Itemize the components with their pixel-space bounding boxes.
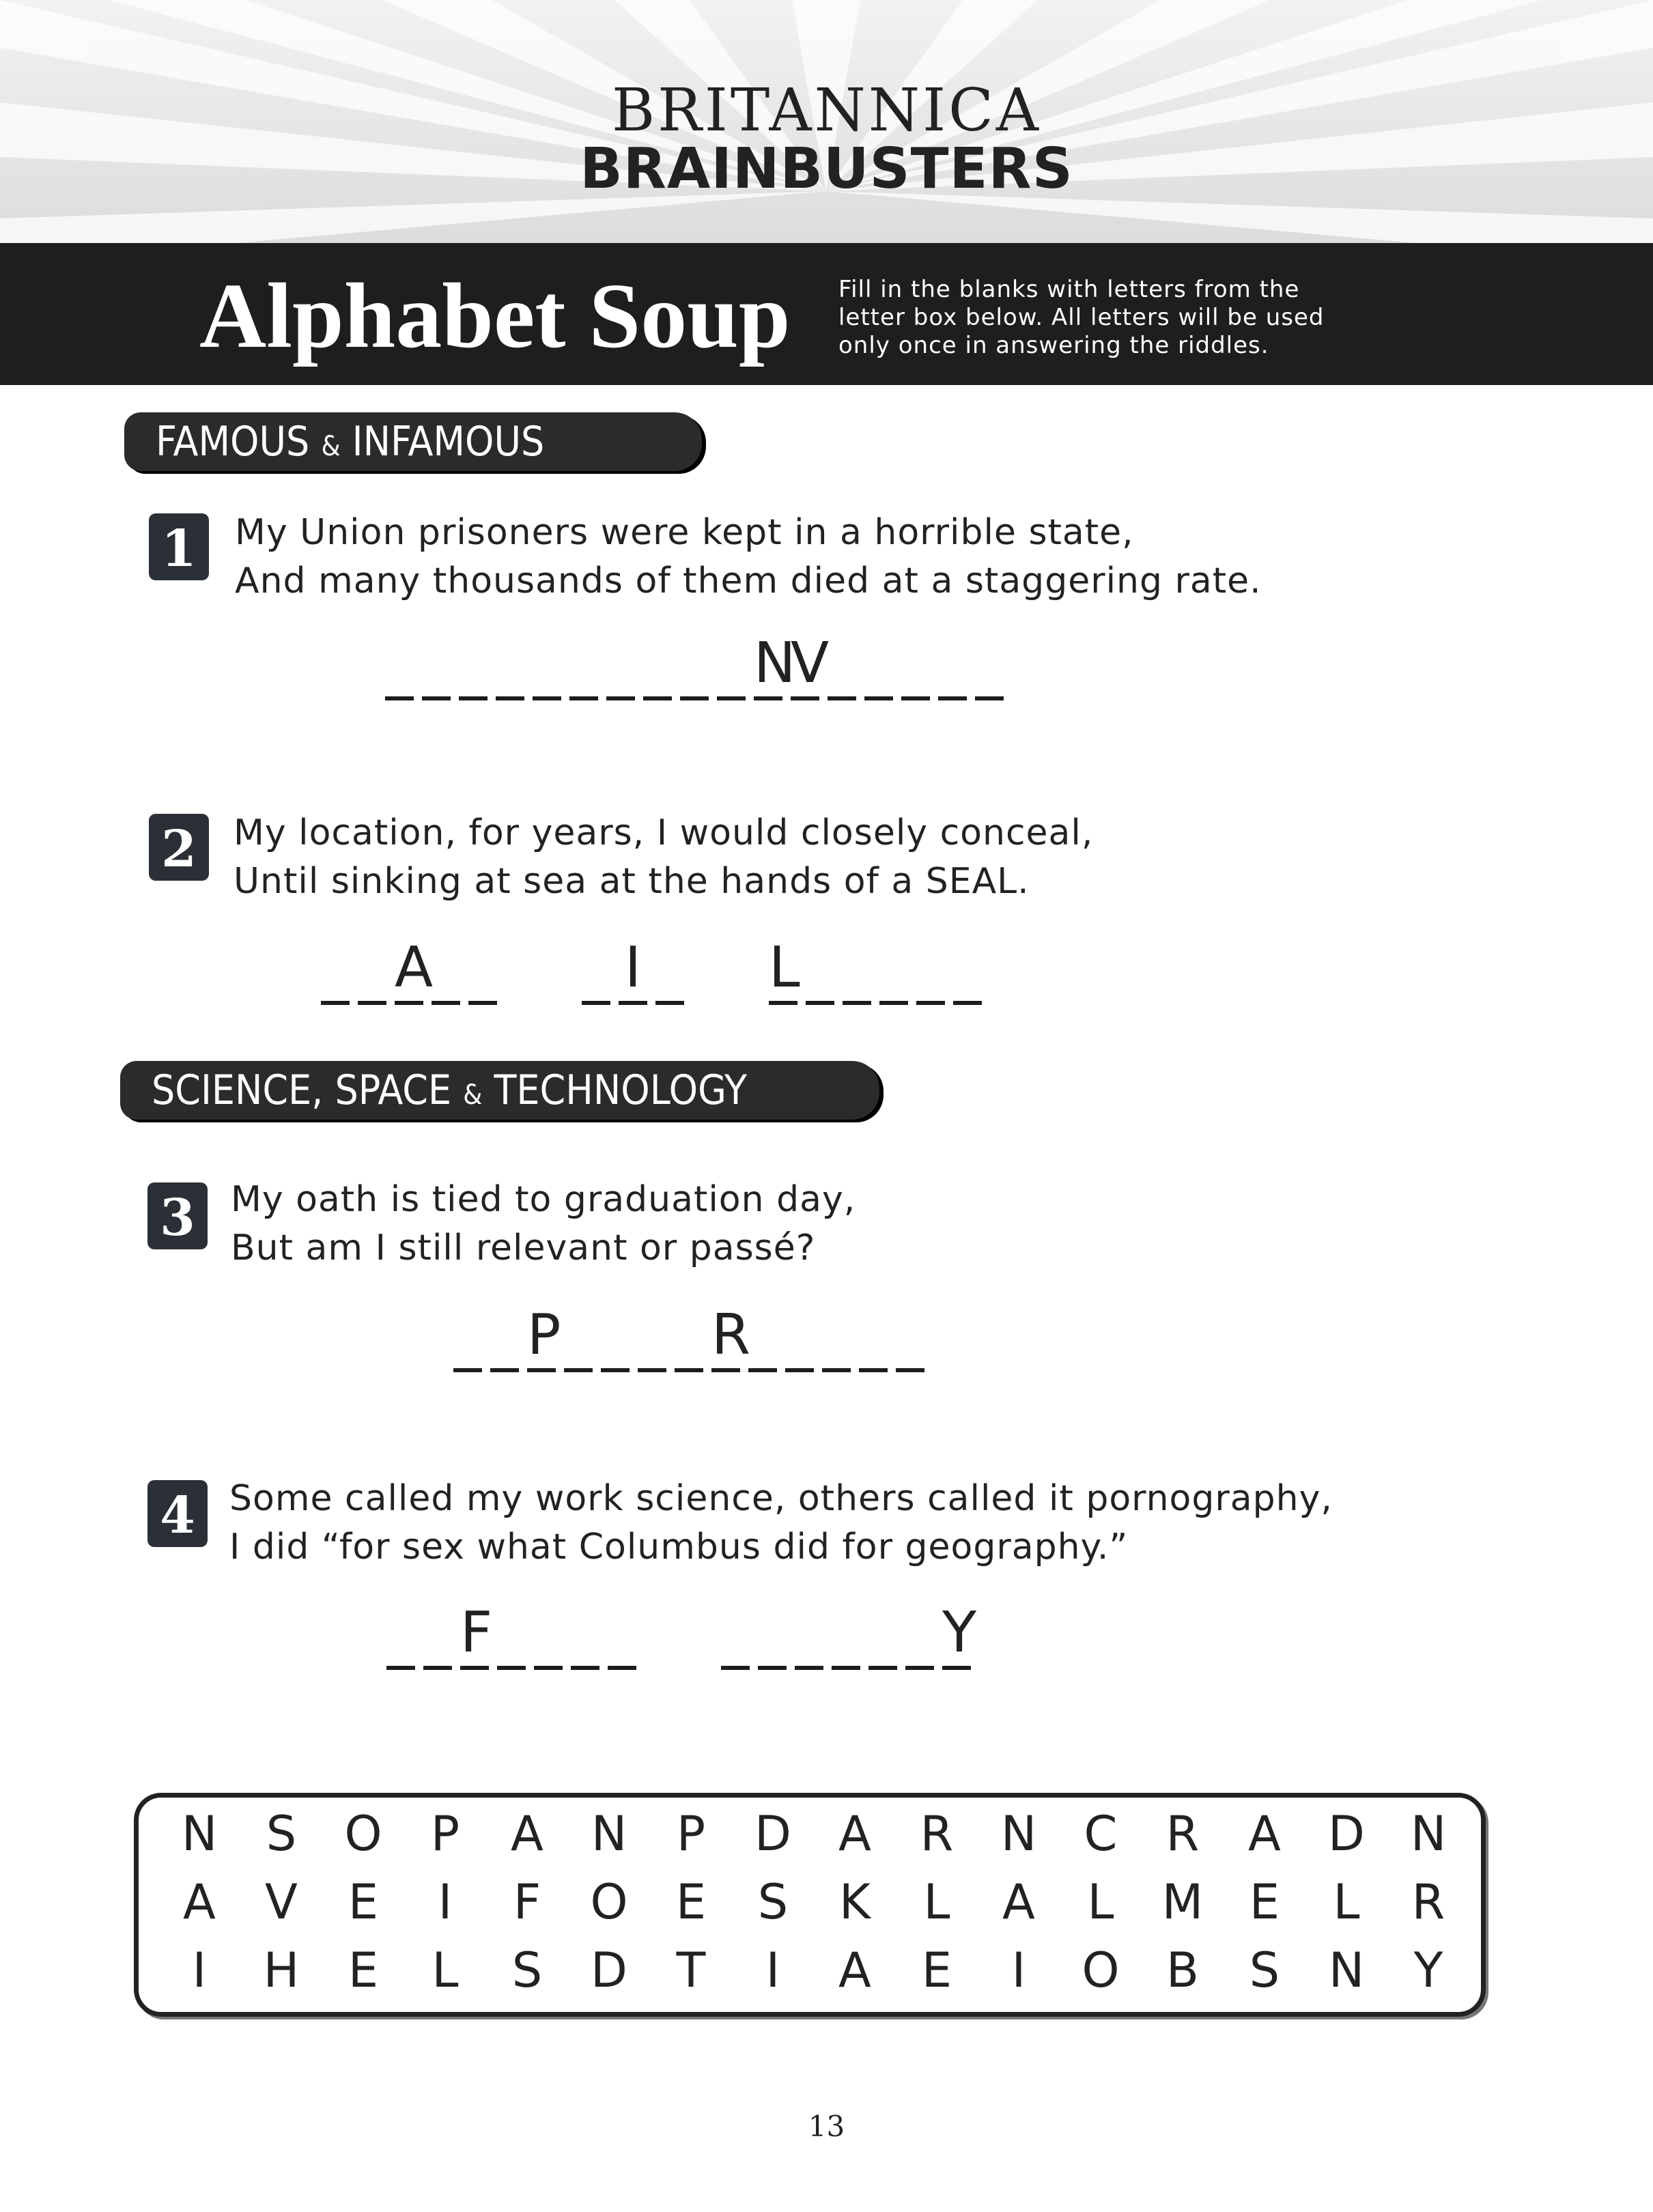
letter: S <box>266 1806 297 1862</box>
letter-cell <box>650 1936 732 2004</box>
letter-cell <box>814 1800 896 1868</box>
letter: O <box>590 1874 628 1930</box>
letter: M <box>1161 1874 1204 1930</box>
letter: R <box>920 1806 954 1862</box>
answer-blank: Y <box>942 1602 971 1670</box>
letter-cell <box>568 1936 650 2004</box>
riddle-number: 3 <box>147 1182 208 1249</box>
letter-cell-used <box>568 1800 650 1868</box>
letter-cell <box>404 1936 486 2004</box>
answer-blank <box>321 937 350 1005</box>
letter: H <box>263 1942 300 1998</box>
letter: P <box>676 1806 706 1862</box>
letter: I <box>438 1874 453 1930</box>
letter: I <box>1011 1942 1026 1998</box>
letter-cell <box>978 1800 1060 1868</box>
letter: Y <box>1413 1942 1443 1998</box>
riddle-line: My location, for years, I would closely conceal, <box>234 812 1094 853</box>
letter: N <box>591 1806 627 1862</box>
letter: O <box>1082 1942 1120 1998</box>
answer-blank <box>606 632 635 700</box>
letter: T <box>676 1942 706 1998</box>
letter-cell <box>814 1936 896 2004</box>
letter: E <box>348 1942 379 1998</box>
letter-cell <box>322 1800 404 1868</box>
answer-blank <box>843 937 871 1005</box>
letter: O <box>344 1806 382 1862</box>
page-number: 13 <box>808 2110 845 2143</box>
answer-blank: V <box>791 632 819 700</box>
letter-cell <box>732 1800 814 1868</box>
answer-blank <box>905 1602 934 1670</box>
letter-cell-used <box>486 1868 568 1936</box>
letter: R <box>1165 1806 1200 1862</box>
section-header-text: INFAMOUS <box>340 418 545 466</box>
answer-blank <box>680 632 709 700</box>
brand-subtitle: BRAINBUSTERS <box>580 137 1073 201</box>
answer-blank <box>533 632 561 700</box>
answer-blank <box>828 632 856 700</box>
answer-blank <box>358 937 386 1005</box>
letter: D <box>1328 1806 1365 1862</box>
letter: I <box>192 1942 207 1998</box>
letter: A <box>1002 1874 1035 1930</box>
letter-cell-used <box>650 1800 732 1868</box>
letter: L <box>923 1874 950 1930</box>
riddle-text <box>235 509 1262 606</box>
letter-cell <box>896 1800 978 1868</box>
section-header-science <box>120 1061 879 1120</box>
letter: R <box>1411 1874 1445 1930</box>
answer-blank <box>916 937 945 1005</box>
letter-cell <box>1060 1936 1142 2004</box>
answer-blank <box>497 1602 526 1670</box>
letter-cell <box>158 1800 240 1868</box>
letter-row <box>158 1936 1471 2004</box>
letter: E <box>921 1942 952 1998</box>
letter-cell <box>1387 1800 1469 1868</box>
letter-cell <box>240 1800 322 1868</box>
answer-blank <box>721 1602 750 1670</box>
answer-blank <box>422 632 451 700</box>
page-title: Alphabet Soup <box>199 265 791 367</box>
answer-blank <box>453 1304 482 1372</box>
answer-blank <box>938 632 967 700</box>
riddle-line: And many thousands of them died at a staggering rate. <box>235 561 1262 601</box>
letter-cell <box>1224 1936 1305 2004</box>
riddle-number: 1 <box>149 513 209 580</box>
letter: B <box>1165 1942 1200 1998</box>
letter-cell <box>240 1936 322 2004</box>
letter-cell <box>404 1800 486 1868</box>
answer-blank <box>896 1304 924 1372</box>
letter: E <box>348 1874 379 1930</box>
answer-blank <box>490 1304 519 1372</box>
letter-cell-used <box>1387 1936 1469 2004</box>
answer-blank <box>571 1602 599 1670</box>
answer-blank <box>879 937 908 1005</box>
section-header-text: SCIENCE, SPACE <box>152 1066 464 1114</box>
answer-blank: L <box>769 937 797 1005</box>
answer-blanks <box>321 930 990 1005</box>
letter: S <box>757 1874 789 1930</box>
letter: N <box>1000 1806 1037 1862</box>
answer-blank <box>564 1304 593 1372</box>
riddle-number: 4 <box>147 1480 208 1547</box>
answer-blank <box>582 937 610 1005</box>
answer-blank <box>386 1602 415 1670</box>
letter: N <box>181 1806 218 1862</box>
letter: D <box>591 1942 627 1998</box>
answer-blank <box>432 937 460 1005</box>
letter: E <box>675 1874 707 1930</box>
answer-blank <box>785 1304 814 1372</box>
letter: A <box>183 1874 216 1930</box>
answer-blank <box>806 937 834 1005</box>
answer-blank <box>795 1602 823 1670</box>
instructions-line: Fill in the blanks with letters from the <box>838 276 1300 303</box>
riddle-number: 2 <box>149 814 209 881</box>
riddle-text <box>231 1176 856 1273</box>
answer-blanks <box>453 1297 933 1372</box>
answer-blank <box>675 1304 703 1372</box>
instructions-line: letter box below. All letters will be used <box>838 304 1325 331</box>
letter-cell <box>650 1868 732 1936</box>
answer-blank <box>468 937 497 1005</box>
answer-blank <box>868 1602 897 1670</box>
letter: P <box>430 1806 460 1862</box>
riddle-line: I did “for sex what Columbus did for geography.” <box>229 1527 1129 1568</box>
riddle-line: My oath is tied to graduation day, <box>231 1179 856 1220</box>
letter: S <box>1249 1942 1280 1998</box>
letter-cell <box>1305 1936 1387 2004</box>
letter-cell <box>978 1936 1060 2004</box>
answer-blank <box>717 632 746 700</box>
answer-blank <box>864 632 893 700</box>
letter-cell <box>732 1936 814 2004</box>
letter: A <box>1248 1806 1281 1862</box>
letter: L <box>432 1942 459 1998</box>
answer-blank <box>534 1602 563 1670</box>
letter-cell <box>486 1936 568 2004</box>
letter: L <box>1087 1874 1114 1930</box>
answer-blank <box>608 1602 636 1670</box>
letter: V <box>265 1874 298 1930</box>
answer-blank: R <box>711 1304 740 1372</box>
letter: A <box>511 1806 543 1862</box>
answer-blank <box>901 632 930 700</box>
letter-cell-used <box>240 1868 322 1936</box>
instructions-line: only once in answering the riddles. <box>838 332 1269 359</box>
answer-blank: N <box>754 632 782 700</box>
letter: I <box>765 1942 780 1998</box>
letter: L <box>1333 1874 1360 1930</box>
letter-row <box>158 1868 1471 1936</box>
answer-blank <box>859 1304 888 1372</box>
answer-blank <box>385 632 414 700</box>
letter-row <box>158 1800 1471 1868</box>
answer-blanks <box>385 625 1012 700</box>
ampersand: & <box>463 1079 483 1111</box>
letter-cell <box>732 1868 814 1936</box>
letter: D <box>754 1806 791 1862</box>
letter: A <box>838 1942 871 1998</box>
letter-cell-used <box>978 1868 1060 1936</box>
letter-cell <box>896 1936 978 2004</box>
letter-cell <box>158 1868 240 1936</box>
answer-blank <box>496 632 524 700</box>
letter-cell <box>1305 1868 1387 1936</box>
letter-cell <box>1387 1868 1469 1936</box>
answer-blank <box>953 937 982 1005</box>
letter-grid <box>158 1800 1471 2004</box>
letter: C <box>1084 1806 1118 1862</box>
answer-blank <box>655 937 684 1005</box>
letter: E <box>1249 1874 1280 1930</box>
riddle-text <box>234 809 1093 906</box>
letter-cell <box>814 1868 896 1936</box>
letter-cell-used <box>1142 1800 1224 1868</box>
letter-cell <box>1224 1868 1305 1936</box>
letter-cell-used <box>404 1868 486 1936</box>
answer-blank: A <box>395 937 423 1005</box>
letter: F <box>513 1874 541 1930</box>
letter-cell <box>1224 1800 1305 1868</box>
answer-blanks <box>386 1595 979 1670</box>
answer-blank <box>758 1602 787 1670</box>
answer-blank: I <box>619 937 647 1005</box>
riddle-line: Some called my work science, others called it pornography, <box>229 1478 1333 1519</box>
section-header-famous <box>124 412 702 471</box>
answer-blank <box>423 1602 452 1670</box>
answer-blank <box>643 632 672 700</box>
answer-blank: P <box>527 1304 556 1372</box>
letter-cell <box>322 1936 404 2004</box>
answer-blank <box>569 632 598 700</box>
answer-blank <box>748 1304 777 1372</box>
answer-blank <box>638 1304 666 1372</box>
answer-blank <box>601 1304 630 1372</box>
answer-blank <box>459 632 488 700</box>
answer-blank <box>822 1304 851 1372</box>
answer-blank: F <box>460 1602 489 1670</box>
letter-cell <box>568 1868 650 1936</box>
letter-cell <box>896 1868 978 1936</box>
brand-name: BRITANNICA <box>611 76 1042 145</box>
letter-cell <box>1060 1800 1142 1868</box>
answer-blank <box>975 632 1004 700</box>
riddle-line: But am I still relevant or passé? <box>231 1228 816 1268</box>
section-header-text: TECHNOLOGY <box>482 1066 747 1114</box>
letter: N <box>1328 1942 1365 1998</box>
answer-blank <box>832 1602 860 1670</box>
letter-cell <box>486 1800 568 1868</box>
letter-cell <box>1142 1868 1224 1936</box>
letter: N <box>1410 1806 1447 1862</box>
letter-cell <box>158 1936 240 2004</box>
letter: S <box>511 1942 543 1998</box>
riddle-text <box>229 1475 1333 1572</box>
riddle-line: Until sinking at sea at the hands of a SEAL. <box>234 861 1030 902</box>
letter-cell-used <box>1060 1868 1142 1936</box>
section-header-text: FAMOUS <box>156 418 322 466</box>
letter-cell <box>1142 1936 1224 2004</box>
ampersand: & <box>321 431 341 462</box>
letter: K <box>839 1874 871 1930</box>
riddle-line: My Union prisoners were kept in a horrible state, <box>235 512 1134 553</box>
instructions <box>838 276 1398 360</box>
letter-cell <box>322 1868 404 1936</box>
letter-cell <box>1305 1800 1387 1868</box>
letter: A <box>838 1806 871 1862</box>
